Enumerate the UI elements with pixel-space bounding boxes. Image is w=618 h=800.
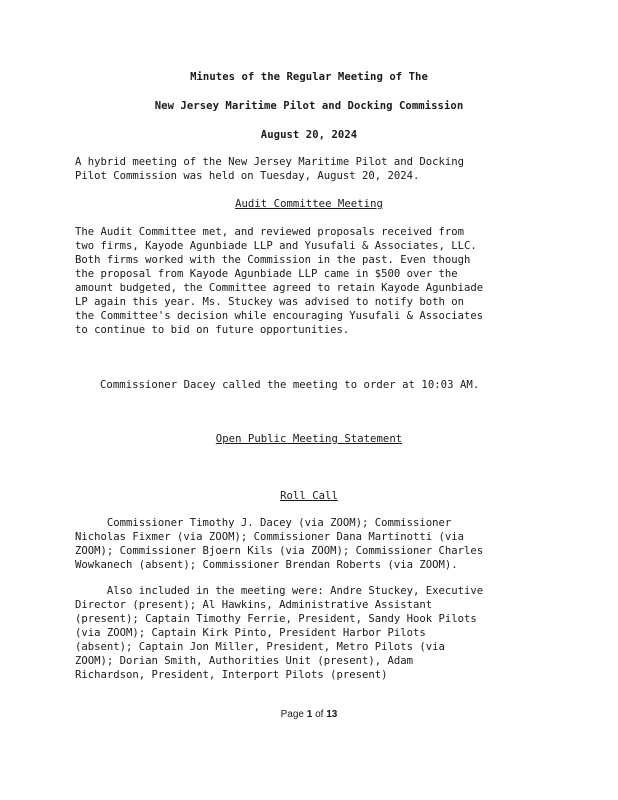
total-pages: 13 — [326, 709, 338, 720]
audit-line: amount budgeted, the Committee agreed to retain Kayode Agunbiade — [75, 282, 484, 294]
call-to-order: Commissioner Dacey called the meeting to order at 10:03 AM. — [100, 379, 480, 391]
attendees-line: Director (present); Al Hawkins, Administrative Assistant — [75, 599, 433, 611]
audit-line: Both firms worked with the Commission in the past. Even though — [75, 254, 471, 266]
audit-line: to continue to bid on future opportunities. — [75, 324, 350, 336]
title-date: August 20, 2024 — [260, 129, 358, 141]
of-label: of — [312, 709, 327, 720]
roll-call-heading: Roll Call — [280, 490, 338, 502]
title-line-1: Minutes of the Regular Meeting of The — [190, 71, 428, 83]
page-footer — [0, 709, 618, 720]
attendees-line: Richardson, President, Interport Pilots (present) — [75, 669, 388, 681]
intro-line: A hybrid meeting of the New Jersey Maritime Pilot and Docking — [75, 156, 465, 168]
commissioners-line: Wowkanech (absent); Commissioner Brendan Roberts (via ZOOM). — [75, 559, 458, 571]
commissioners-line: Commissioner Timothy J. Dacey (via ZOOM); Commissioner — [75, 517, 452, 529]
attendees-line: Also included in the meeting were: Andre Stuckey, Executive — [75, 585, 484, 597]
attendees-paragraph — [75, 584, 555, 682]
open-meeting-heading: Open Public Meeting Statement — [215, 433, 403, 445]
page-label: Page — [280, 709, 307, 720]
audit-line: The Audit Committee met, and reviewed proposals received from — [75, 226, 465, 238]
audit-heading: Audit Committee Meeting — [235, 198, 383, 210]
intro-line: Pilot Commission was held on Tuesday, August 20, 2024. — [75, 170, 420, 182]
intro-paragraph — [75, 155, 555, 183]
audit-paragraph — [75, 225, 555, 337]
commissioners-line: ZOOM); Commissioner Bjoern Kils (via ZOOM); Commissioner Charles — [75, 545, 484, 557]
commissioners-line: Nicholas Fixmer (via ZOOM); Commissioner Dana Martinotti (via — [75, 531, 465, 543]
audit-line: two firms, Kayode Agunbiade LLP and Yusufali & Associates, LLC. — [75, 240, 477, 252]
audit-line: the Committee's decision while encouraging Yusufali & Associates — [75, 310, 484, 322]
attendees-line: (via ZOOM); Captain Kirk Pinto, President Harbor Pilots — [75, 627, 426, 639]
audit-line: LP again this year. Ms. Stuckey was advised to notify both on — [75, 296, 465, 308]
title-line-2: New Jersey Maritime Pilot and Docking Commission — [154, 100, 464, 112]
attendees-line: ZOOM); Dorian Smith, Authorities Unit (present), Adam — [75, 655, 414, 667]
audit-line: the proposal from Kayode Agunbiade LLP came in $500 over the — [75, 268, 458, 280]
page-number: 1 — [306, 709, 313, 720]
attendees-line: (absent); Captain Jon Miller, President, Metro Pilots (via — [75, 641, 445, 653]
commissioners-paragraph — [75, 516, 555, 572]
attendees-line: (present); Captain Timothy Ferrie, President, Sandy Hook Pilots — [75, 613, 477, 625]
